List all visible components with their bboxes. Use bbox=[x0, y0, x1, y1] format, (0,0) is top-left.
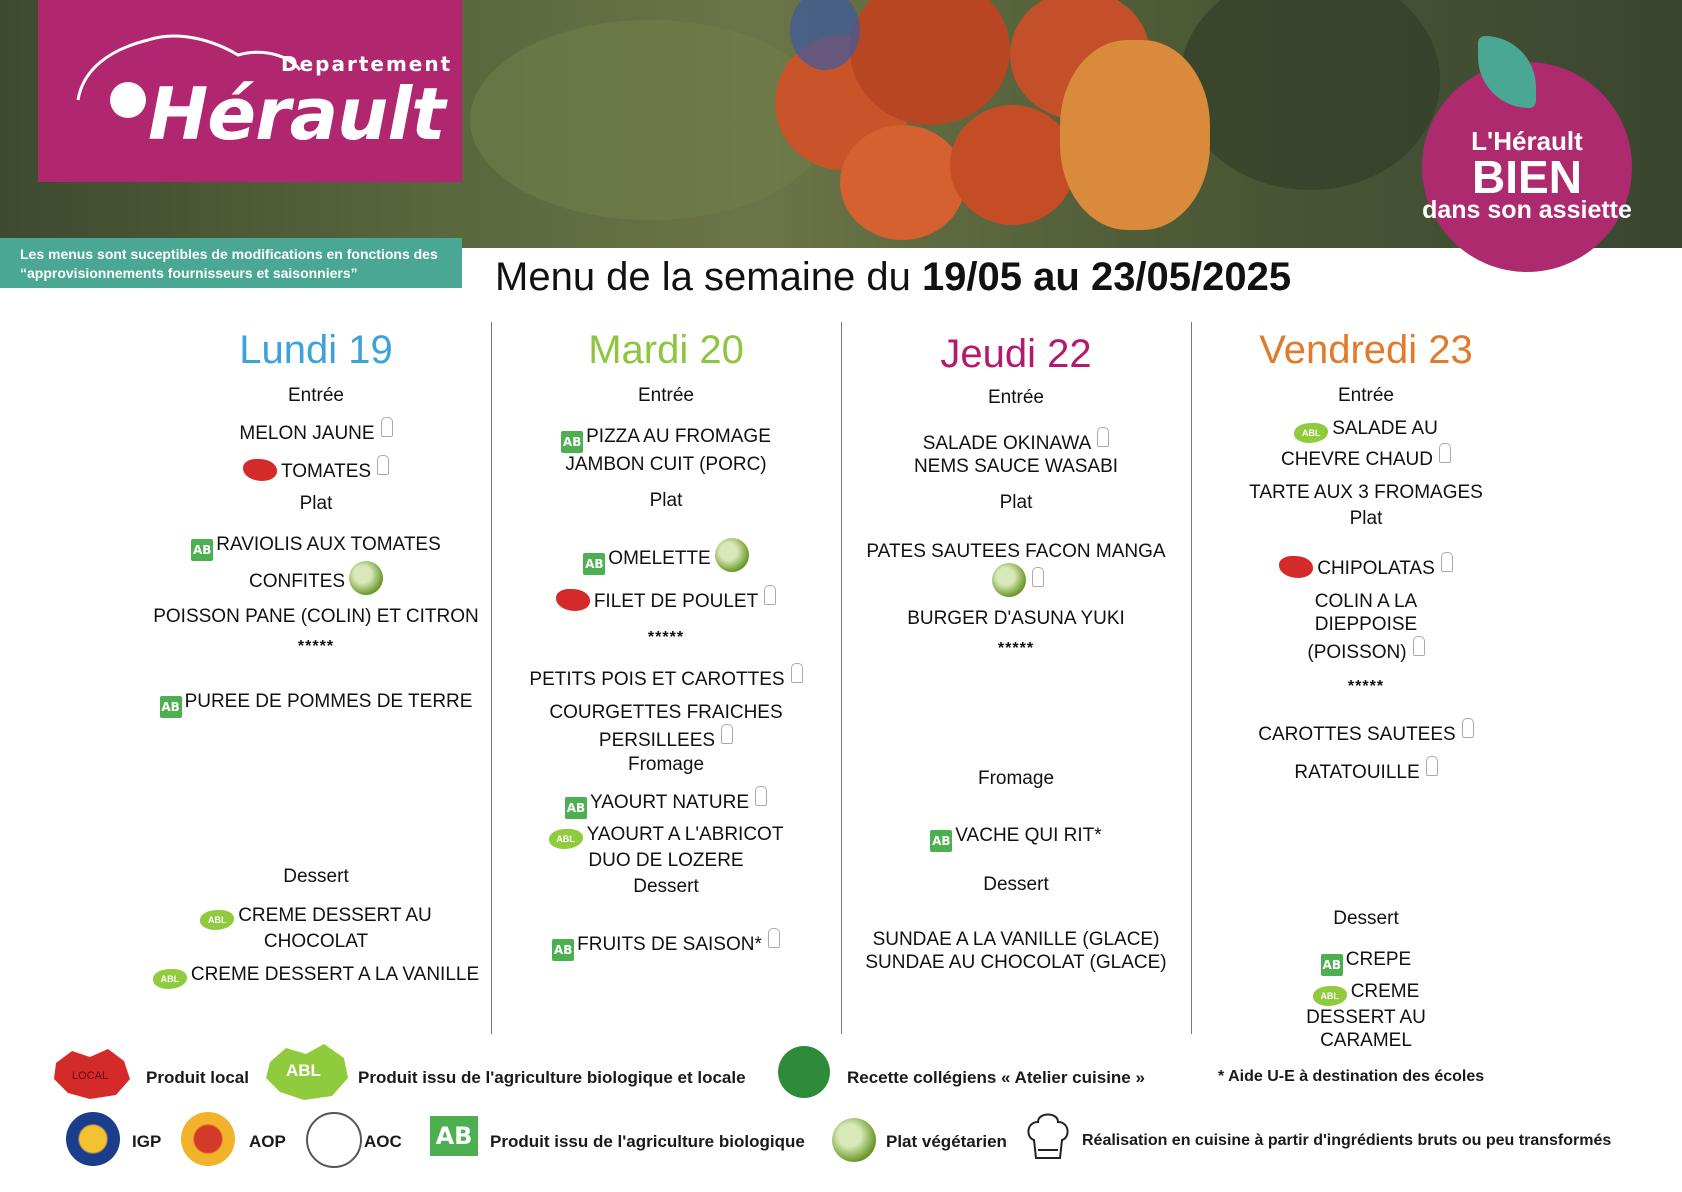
menu-item: ABL CREME DESSERT AU CHOCOLAT bbox=[146, 904, 486, 953]
abl-organic-local-icon: ABL bbox=[549, 829, 583, 849]
legend-abl: Produit issu de l'agriculture biologique et locale bbox=[358, 1068, 746, 1087]
menu-item: ABL YAOURT A L'ABRICOT DUO DE LOZERE bbox=[496, 823, 836, 872]
menu-item: AB VACHE QUI RIT* bbox=[846, 824, 1186, 852]
chef-hat-icon bbox=[1097, 427, 1109, 447]
column-divider bbox=[1191, 322, 1192, 1034]
separator-stars: ***** bbox=[1347, 678, 1385, 695]
section-label: Dessert bbox=[283, 866, 349, 887]
ab-organic-icon: AB bbox=[552, 939, 574, 961]
menu-item: ABL SALADE AU CHEVRE CHAUD bbox=[1196, 417, 1536, 471]
legend-chef: Réalisation en cuisine à partir d'ingrédients bruts ou peu transformés bbox=[1082, 1132, 1612, 1149]
chef-hat-icon bbox=[1413, 636, 1425, 656]
aop-seal-icon bbox=[181, 1112, 235, 1166]
chef-hat-icon bbox=[377, 455, 389, 475]
section-label: Dessert bbox=[983, 874, 1049, 895]
menu-item: CHIPOLATAS bbox=[1196, 552, 1536, 580]
department-name: Hérault bbox=[148, 72, 445, 156]
abl-organic-local-icon: ABL bbox=[200, 910, 234, 930]
chef-hat-icon bbox=[755, 786, 767, 806]
menu-item: TOMATES bbox=[146, 455, 486, 483]
menu-item: AB PIZZA AU FROMAGE bbox=[496, 425, 836, 453]
legend-local: Produit local bbox=[146, 1068, 249, 1087]
badge-line-2: BIEN bbox=[1472, 151, 1582, 203]
menu-item: PATES SAUTEES FACON MANGA bbox=[846, 540, 1186, 597]
column-divider bbox=[841, 322, 842, 1034]
menu-item: COURGETTES FRAICHES PERSILLEES bbox=[549, 702, 783, 751]
menu-item: MELON JAUNE bbox=[146, 417, 486, 445]
local-product-icon bbox=[50, 1045, 134, 1101]
chef-hat-icon bbox=[381, 417, 393, 437]
section-label: Entrée bbox=[638, 385, 694, 406]
menu-item: ABL CREME DESSERT AU CARAMEL bbox=[1306, 981, 1426, 1051]
chef-hat-icon bbox=[1426, 756, 1438, 776]
page-title bbox=[495, 255, 1291, 300]
chef-hat-icon bbox=[791, 663, 803, 683]
vegetarian-icon bbox=[349, 561, 383, 595]
menu-item: TARTE AUX 3 FROMAGES bbox=[1249, 482, 1483, 503]
ab-organic-icon: AB bbox=[583, 553, 605, 575]
chef-hat-icon bbox=[1462, 718, 1474, 738]
bien-dans-son-assiette-badge bbox=[1422, 62, 1632, 272]
section-label: Plat bbox=[1349, 508, 1383, 529]
igp-seal-icon bbox=[66, 1112, 120, 1166]
local-product-icon bbox=[1279, 556, 1313, 578]
svg-text:LOCAL: LOCAL bbox=[72, 1070, 109, 1082]
abl-organic-local-icon: ABL bbox=[1313, 986, 1347, 1006]
legend-aop: AOP bbox=[249, 1132, 286, 1151]
section-label: Plat bbox=[999, 492, 1033, 513]
menu-item: AB FRUITS DE SAISON* bbox=[496, 928, 836, 961]
legend-igp: IGP bbox=[132, 1132, 162, 1151]
ab-organic-icon: AB bbox=[565, 797, 587, 819]
menu-item: NEMS SAUCE WASABI bbox=[913, 456, 1119, 477]
column-divider bbox=[491, 322, 492, 1034]
legend-bio: Produit issu de l'agriculture biologique bbox=[490, 1132, 805, 1151]
aoc-seal-icon bbox=[306, 1112, 362, 1168]
local-product-icon bbox=[243, 459, 277, 481]
section-label: Fromage bbox=[977, 768, 1055, 789]
menu-item: AB CREPE bbox=[1196, 948, 1536, 976]
day-title: Jeudi 22 bbox=[940, 332, 1092, 376]
menu-item: AB OMELETTE bbox=[496, 538, 836, 575]
title-prefix: Menu de la semaine du bbox=[495, 255, 922, 299]
menu-item: SALADE OKINAWA bbox=[846, 427, 1186, 455]
menu-item: AB RAVIOLIS AUX TOMATES CONFITES bbox=[146, 533, 486, 595]
menu-notice: Les menus sont suceptibles de modifications en fonctions des “approvisionnements fournisseurs et saisonniers” bbox=[0, 238, 462, 288]
day-title: Vendredi 23 bbox=[1259, 328, 1473, 372]
menu-item: AB PUREE DE POMMES DE TERRE bbox=[146, 690, 486, 718]
section-label: Entrée bbox=[1338, 385, 1394, 406]
menu-item: CAROTTES SAUTEES bbox=[1196, 718, 1536, 746]
section-label: Entrée bbox=[988, 387, 1044, 408]
menu-item: AB YAOURT NATURE bbox=[496, 786, 836, 819]
ab-organic-icon: AB bbox=[930, 830, 952, 852]
vegetarian-icon bbox=[832, 1118, 876, 1162]
separator-stars: ***** bbox=[997, 640, 1035, 657]
day-column-jeudi bbox=[846, 320, 1186, 984]
section-label: Dessert bbox=[1333, 908, 1399, 929]
chef-hat-icon bbox=[721, 724, 733, 744]
svg-text:ABL: ABL bbox=[286, 1061, 321, 1080]
menu-item: SUNDAE A LA VANILLE (GLACE) bbox=[872, 929, 1160, 950]
section-label: Dessert bbox=[633, 876, 699, 897]
chef-hat-icon bbox=[1032, 567, 1044, 587]
ab-organic-icon: AB bbox=[191, 539, 213, 561]
day-column-vendredi bbox=[1196, 320, 1536, 1062]
section-label: Plat bbox=[649, 490, 683, 511]
separator-stars: ***** bbox=[297, 638, 335, 655]
menu-item: PETITS POIS ET CAROTTES bbox=[496, 663, 836, 691]
menu-item: ABL CREME DESSERT A LA VANILLE bbox=[146, 963, 486, 989]
legend-aoc: AOC bbox=[364, 1132, 402, 1151]
department-logo bbox=[38, 0, 462, 182]
badge-line-3: dans son assiette bbox=[1422, 196, 1632, 224]
ab-organic-icon: AB bbox=[1321, 954, 1343, 976]
legend-aide: * Aide U-E à destination des écoles bbox=[1218, 1068, 1485, 1085]
badge-line-1: L'Hérault bbox=[1471, 126, 1583, 156]
abl-organic-local-icon: ABL bbox=[1294, 423, 1328, 443]
chef-hat-icon bbox=[1024, 1108, 1072, 1166]
section-label: Fromage bbox=[627, 754, 705, 775]
menu-item: COLIN A LA DIEPPOISE (POISSON) bbox=[1196, 590, 1536, 664]
abl-organic-local-icon bbox=[262, 1040, 352, 1102]
ab-organic-icon: AB bbox=[430, 1116, 478, 1156]
day-column-lundi bbox=[146, 320, 486, 999]
vegetarian-icon bbox=[715, 538, 749, 572]
legend-atelier: Recette collégiens « Atelier cuisine » bbox=[847, 1068, 1145, 1087]
menu-item: FILET DE POULET bbox=[496, 585, 836, 613]
day-title: Lundi 19 bbox=[239, 328, 393, 372]
vegetarian-icon bbox=[992, 563, 1026, 597]
legend-veg: Plat végétarien bbox=[886, 1132, 1007, 1151]
title-dates: 19/05 au 23/05/2025 bbox=[921, 255, 1292, 299]
menu-item: JAMBON CUIT (PORC) bbox=[565, 454, 767, 475]
menu-item: RATATOUILLE bbox=[1196, 756, 1536, 784]
section-label: Plat bbox=[299, 493, 333, 514]
chef-hat-icon bbox=[1441, 552, 1453, 572]
chef-hat-icon bbox=[768, 928, 780, 948]
day-title: Mardi 20 bbox=[588, 328, 744, 372]
ab-organic-icon: AB bbox=[561, 431, 583, 453]
menu-item: BURGER D'ASUNA YUKI bbox=[907, 608, 1125, 629]
section-label: Entrée bbox=[288, 385, 344, 406]
atelier-cuisine-icon bbox=[778, 1046, 830, 1098]
chef-hat-icon bbox=[764, 585, 776, 605]
menu-item: POISSON PANE (COLIN) ET CITRON bbox=[153, 606, 479, 627]
ab-organic-icon: AB bbox=[160, 696, 182, 718]
menu-item: SUNDAE AU CHOCOLAT (GLACE) bbox=[865, 952, 1167, 973]
abl-organic-local-icon: ABL bbox=[153, 969, 187, 989]
separator-stars: ***** bbox=[647, 629, 685, 646]
day-column-mardi bbox=[496, 320, 836, 971]
chef-hat-icon bbox=[1439, 443, 1451, 463]
department-label: Departement bbox=[281, 52, 453, 76]
local-product-icon bbox=[556, 589, 590, 611]
